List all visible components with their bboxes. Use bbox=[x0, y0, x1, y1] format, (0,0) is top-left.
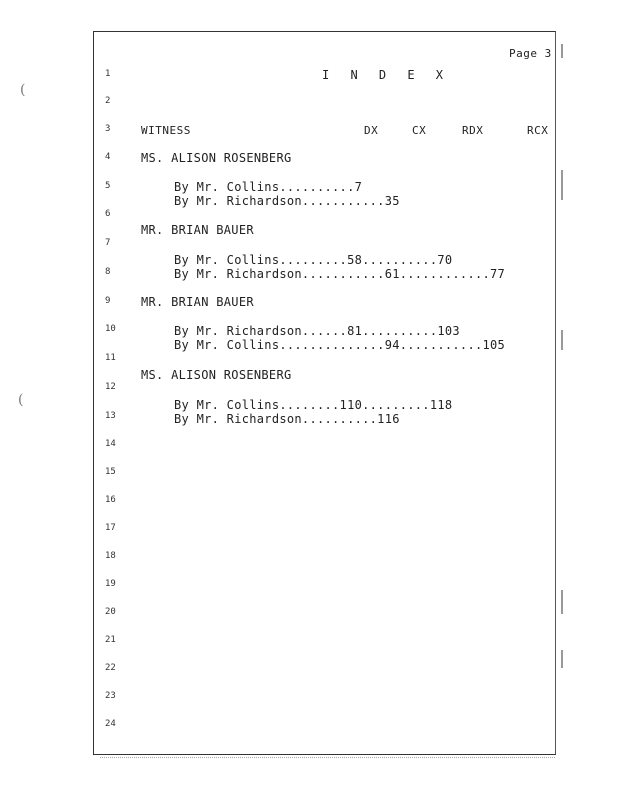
scan-artifact bbox=[561, 590, 563, 614]
witness-name: MS. ALISON ROSENBERG bbox=[141, 368, 292, 382]
witness-name: MR. BRIAN BAUER bbox=[141, 223, 254, 237]
transcript-page bbox=[93, 31, 556, 755]
witness-name: MR. BRIAN BAUER bbox=[141, 295, 254, 309]
line-number: 13 bbox=[105, 411, 116, 421]
column-header-dx: DX bbox=[364, 124, 379, 137]
examination-line: By Mr. Richardson..........116 bbox=[174, 412, 400, 426]
scan-artifact bbox=[561, 170, 563, 200]
column-header-cx: CX bbox=[412, 124, 427, 137]
column-header-rdx: RDX bbox=[462, 124, 484, 137]
line-number: 7 bbox=[105, 238, 111, 248]
line-number: 5 bbox=[105, 181, 111, 191]
binding-mark-top: ( bbox=[20, 82, 26, 98]
scan-artifact bbox=[561, 44, 563, 58]
line-number: 8 bbox=[105, 267, 111, 277]
line-number: 17 bbox=[105, 523, 116, 533]
examination-line: By Mr. Collins........110.........118 bbox=[174, 398, 453, 412]
line-number: 20 bbox=[105, 607, 116, 617]
line-number: 11 bbox=[105, 353, 116, 363]
line-number: 24 bbox=[105, 719, 116, 729]
page-number: Page 3 bbox=[509, 47, 552, 60]
line-number: 2 bbox=[105, 96, 111, 106]
line-number: 23 bbox=[105, 691, 116, 701]
line-number: 1 bbox=[105, 69, 111, 79]
column-header-rcx: RCX bbox=[527, 124, 549, 137]
index-title: I N D E X bbox=[322, 68, 451, 82]
line-number: 14 bbox=[105, 439, 116, 449]
examination-line: By Mr. Richardson...........61............77 bbox=[174, 267, 506, 281]
examination-line: By Mr. Collins..........7 bbox=[174, 180, 363, 194]
binding-mark-middle: ( bbox=[18, 392, 24, 408]
examination-line: By Mr. Collins.........58..........70 bbox=[174, 253, 453, 267]
line-number: 22 bbox=[105, 663, 116, 673]
line-number: 21 bbox=[105, 635, 116, 645]
line-number: 10 bbox=[105, 324, 116, 334]
witness-name: MS. ALISON ROSENBERG bbox=[141, 151, 292, 165]
scan-artifact bbox=[561, 650, 563, 668]
column-header-witness: WITNESS bbox=[141, 124, 191, 137]
scan-artifact bbox=[561, 330, 563, 350]
examination-line: By Mr. Richardson......81..........103 bbox=[174, 324, 460, 338]
examination-line: By Mr. Collins..............94...........105 bbox=[174, 338, 506, 352]
line-number: 15 bbox=[105, 467, 116, 477]
page-footer-rule bbox=[100, 757, 555, 759]
line-number: 4 bbox=[105, 152, 111, 162]
line-number: 6 bbox=[105, 209, 111, 219]
line-number: 16 bbox=[105, 495, 116, 505]
examination-line: By Mr. Richardson...........35 bbox=[174, 194, 400, 208]
line-number: 19 bbox=[105, 579, 116, 589]
line-number: 12 bbox=[105, 382, 116, 392]
line-number: 18 bbox=[105, 551, 116, 561]
line-number: 9 bbox=[105, 296, 111, 306]
line-number: 3 bbox=[105, 124, 111, 134]
